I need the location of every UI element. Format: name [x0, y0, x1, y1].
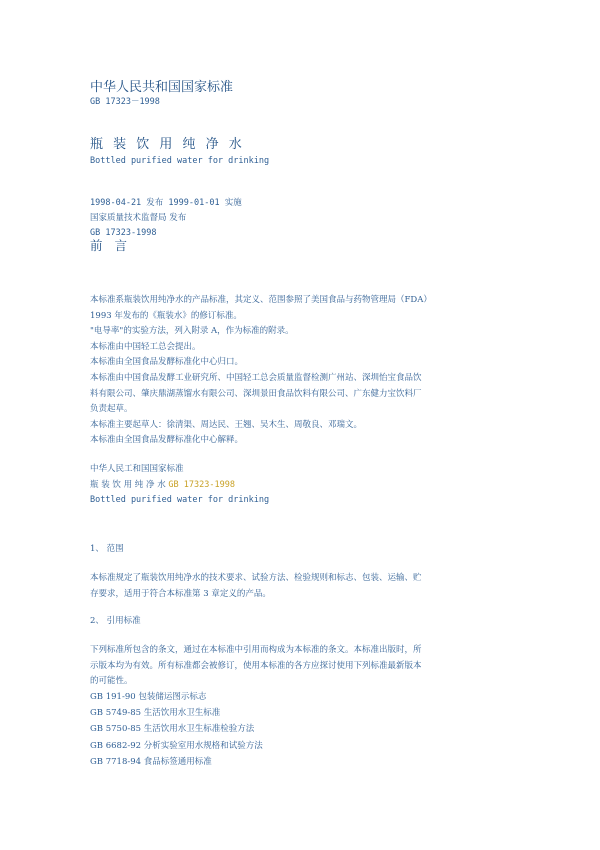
foreword-line: 负责起草。 — [90, 404, 133, 415]
foreword-line: 本标准由中国食品发酵工业研究所、中国轻工总会质量监督检测广州站、深圳怡宝食品饮 — [90, 372, 422, 383]
document-subtitle: Bottled purified water for drinking — [90, 156, 270, 166]
section-1-line: 存要求，适用于符合本标准第 3 章定义的产品。 — [90, 588, 271, 599]
meta-standard-number: GB 17323-1998 — [90, 228, 157, 238]
foreword-heading: 前 言 — [90, 238, 131, 253]
document-title: 瓶 装 饮 用 纯 净 水 — [90, 137, 245, 152]
repeat-header-title-en: Bottled purified water for drinking — [90, 495, 270, 506]
referenced-standard: GB 191-90 包装储运图示标志 — [90, 692, 207, 702]
repeat-header-title-number: GB 17323-1998 — [168, 479, 235, 490]
foreword-line: "电导率"的实验方法，列入附录 A，作为标准的附录。 — [90, 326, 294, 337]
publication-meta — [90, 196, 242, 241]
section-2-title: 2、 引用标准 — [90, 616, 141, 626]
section-1-body — [90, 571, 422, 602]
foreword-body — [90, 293, 470, 449]
repeat-header-title — [90, 478, 269, 494]
foreword-line: 本标准主要起草人：徐清渠、周达民、王翘、吴木生、周敬良、邓瑞文。 — [90, 419, 363, 430]
section-1-line: 本标准规定了瓶装饮用纯净水的技术要求、试验方法、检验规则和标志、包装、运输、贮 — [90, 573, 422, 583]
referenced-standard: GB 5750-85 生活饮用水卫生标准检验方法 — [90, 724, 255, 735]
issuer: 国家质量技术监督局 发布 — [90, 213, 187, 223]
standard-number: GB 17323－1998 — [90, 97, 160, 107]
referenced-standards-list — [90, 689, 263, 770]
publication-dates: 1998-04-21 发布 1999-01-01 实施 — [90, 198, 242, 208]
section-2-line: 的可能性。 — [90, 676, 133, 687]
repeat-header — [90, 462, 269, 509]
foreword-line: 本标准系瓶装饮用纯净水的产品标准，其定义、范围参照了美国食品与药物管理局（FDA） — [90, 295, 432, 305]
section-2-line: 示版本均为有效。所有标准都会被修订，使用本标准的各方应探讨使用下列标准最新版本 — [90, 660, 422, 671]
foreword-line: 本标准由全国食品发酵标准化中心解释。 — [90, 435, 244, 446]
section-2-body — [90, 643, 422, 690]
foreword-line: 1993 年发布的《瓶装水》的修订标准。 — [90, 310, 242, 321]
referenced-standard: GB 7718-94 食品标签通用标准 — [90, 756, 212, 767]
section-2-line: 下列标准所包含的条文，通过在本标准中引用而构成为本标准的条文。本标准出版时，所 — [90, 645, 422, 655]
repeat-header-title-cn: 瓶 装 饮 用 纯 净 水 — [90, 479, 166, 490]
referenced-standard: GB 6682-92 分析实验室用水规格和试验方法 — [90, 740, 263, 751]
foreword-line: 本标准由全国食品发酵标准化中心归口。 — [90, 357, 244, 368]
referenced-standard: GB 5749-85 生活饮用水卫生标准 — [90, 708, 221, 719]
foreword-line: 本标准由中国轻工总会提出。 — [90, 341, 201, 352]
standard-category-title: 中华人民共和国国家标准 — [90, 80, 234, 95]
repeat-header-org: 中华人民工和国国家标准 — [90, 464, 184, 474]
foreword-line: 料有限公司、肇庆鼎湖蒸馏水有限公司、深圳景田食品饮料有限公司、广东健力宝饮料厂 — [90, 388, 422, 399]
section-1-title: 1、 范围 — [90, 544, 124, 554]
